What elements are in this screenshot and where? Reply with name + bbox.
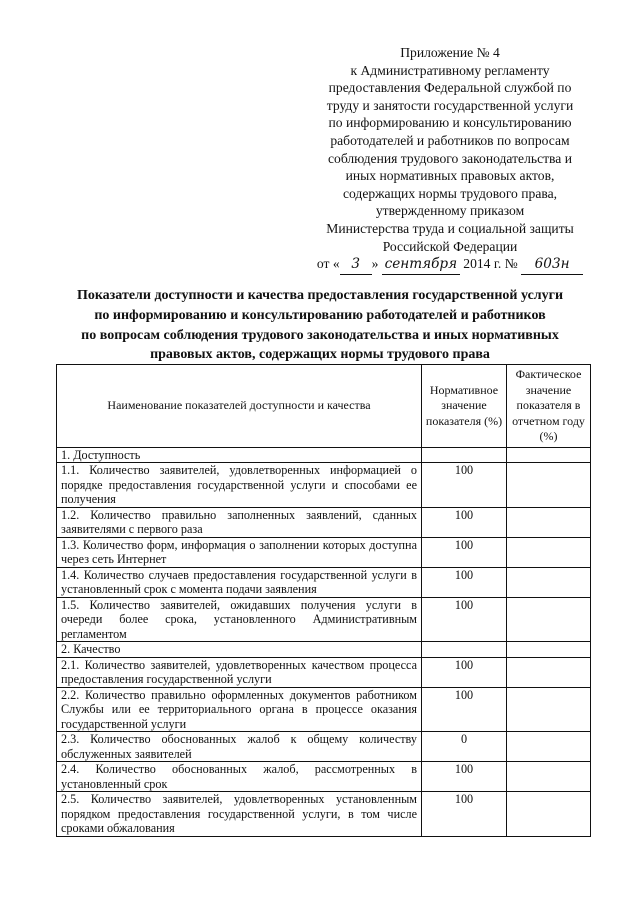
indicator-name: 2.1. Количество заявителей, удовлетворенных качеством процесса предоставления государственной услуги	[57, 657, 422, 687]
actual-value	[507, 657, 591, 687]
normative-value: 100	[422, 597, 507, 642]
appendix-line: содержащих нормы трудового права,	[342, 185, 558, 201]
normative-value	[422, 447, 507, 463]
appendix-line: работодателей и работников по вопросам	[330, 132, 570, 148]
table-row	[57, 792, 591, 837]
normative-value: 0	[422, 732, 507, 762]
document-title	[40, 286, 600, 365]
indicators-table	[56, 364, 591, 837]
title-line: по информированию и консультированию работодателей и работников	[94, 307, 546, 323]
header-actual-value: Фактическое значение показателя в отчетном году (%)	[507, 365, 591, 448]
appendix-line: Министерства труда и социальной защиты	[326, 220, 574, 236]
normative-value: 100	[422, 687, 507, 732]
actual-value	[507, 642, 591, 658]
indicator-name: 1.5. Количество заявителей, ожидавших получения услуги в очереди более срока, установленного Административным регламентом	[57, 597, 422, 642]
normative-value: 100	[422, 507, 507, 537]
date-prefix: от «	[316, 256, 340, 272]
actual-value	[507, 507, 591, 537]
indicator-name: 1.1. Количество заявителей, удовлетворенных информацией о порядке предоставления государственной услуги и способами ее получения	[57, 463, 422, 508]
year-and-number-label: 2014 г. №	[463, 256, 518, 272]
actual-value	[507, 567, 591, 597]
handwritten-day: 3	[340, 256, 372, 275]
indicator-name: 1.4. Количество случаев предоставления государственной услуги в установленный срок с момента подачи заявления	[57, 567, 422, 597]
indicator-name: 1.3. Количество форм, информация о заполнении которых доступна через сеть Интернет	[57, 537, 422, 567]
title-line: Показатели доступности и качества предоставления государственной услуги	[76, 288, 564, 303]
appendix-line: труду и занятости государственной услуги	[326, 97, 574, 113]
handwritten-month: сентября	[382, 256, 460, 275]
header-normative-value: Нормативное значение показателя (%)	[422, 365, 507, 448]
table-row	[57, 507, 591, 537]
table-row	[57, 762, 591, 792]
indicator-name: 1. Доступность	[57, 447, 422, 463]
indicator-name: 2.3. Количество обоснованных жалоб к общему количеству обслуженных заявителей	[57, 732, 422, 762]
normative-value: 100	[422, 567, 507, 597]
order-date-line	[300, 255, 600, 275]
header-indicator-name: Наименование показателей доступности и качества	[57, 365, 422, 448]
appendix-line: Российской Федерации	[382, 238, 518, 254]
table-row	[57, 463, 591, 508]
title-line: правовых актов, содержащих нормы трудового права	[150, 347, 490, 363]
actual-value	[507, 447, 591, 463]
indicator-name: 2.4. Количество обоснованных жалоб, рассмотренных в установленный срок	[57, 762, 422, 792]
table-row	[57, 567, 591, 597]
actual-value	[507, 463, 591, 508]
normative-value: 100	[422, 762, 507, 792]
handwritten-order-number: 603н	[521, 256, 583, 275]
table-header-row	[57, 365, 591, 448]
normative-value	[422, 642, 507, 658]
actual-value	[507, 597, 591, 642]
normative-value: 100	[422, 657, 507, 687]
table-row	[57, 657, 591, 687]
table-row	[57, 732, 591, 762]
actual-value	[507, 537, 591, 567]
actual-value	[507, 762, 591, 792]
indicator-name: 2.5. Количество заявителей, удовлетворенных установленным порядком предоставления государственной услуги, в том числе сроками обжалования	[57, 792, 422, 837]
table-row	[57, 537, 591, 567]
section-row-quality	[57, 642, 591, 658]
appendix-line: утвержденному приказом	[375, 203, 525, 219]
date-separator: »	[371, 256, 379, 272]
normative-value: 100	[422, 792, 507, 837]
appendix-line: к Административному регламенту	[350, 62, 550, 78]
appendix-line: по информированию и консультированию	[328, 115, 572, 131]
actual-value	[507, 792, 591, 837]
normative-value: 100	[422, 463, 507, 508]
appendix-block	[300, 44, 600, 275]
title-line: по вопросам соблюдения трудового законодательства и иных нормативных	[81, 327, 559, 343]
table-row	[57, 687, 591, 732]
section-row-accessibility	[57, 447, 591, 463]
appendix-line: соблюдения трудового законодательства и	[327, 150, 572, 166]
table-row	[57, 597, 591, 642]
indicator-name: 2.2. Количество правильно оформленных документов работником Службы или ее территориального органа в процессе оказания государственной услуги	[57, 687, 422, 732]
actual-value	[507, 687, 591, 732]
normative-value: 100	[422, 537, 507, 567]
indicator-name: 2. Качество	[57, 642, 422, 658]
actual-value	[507, 732, 591, 762]
appendix-line: Приложение № 4	[400, 45, 500, 60]
appendix-line: предоставления Федеральной службой по	[328, 80, 572, 96]
appendix-line: иных нормативных правовых актов,	[345, 168, 555, 184]
indicator-name: 1.2. Количество правильно заполненных заявлений, сданных заявителями с первого раза	[57, 507, 422, 537]
